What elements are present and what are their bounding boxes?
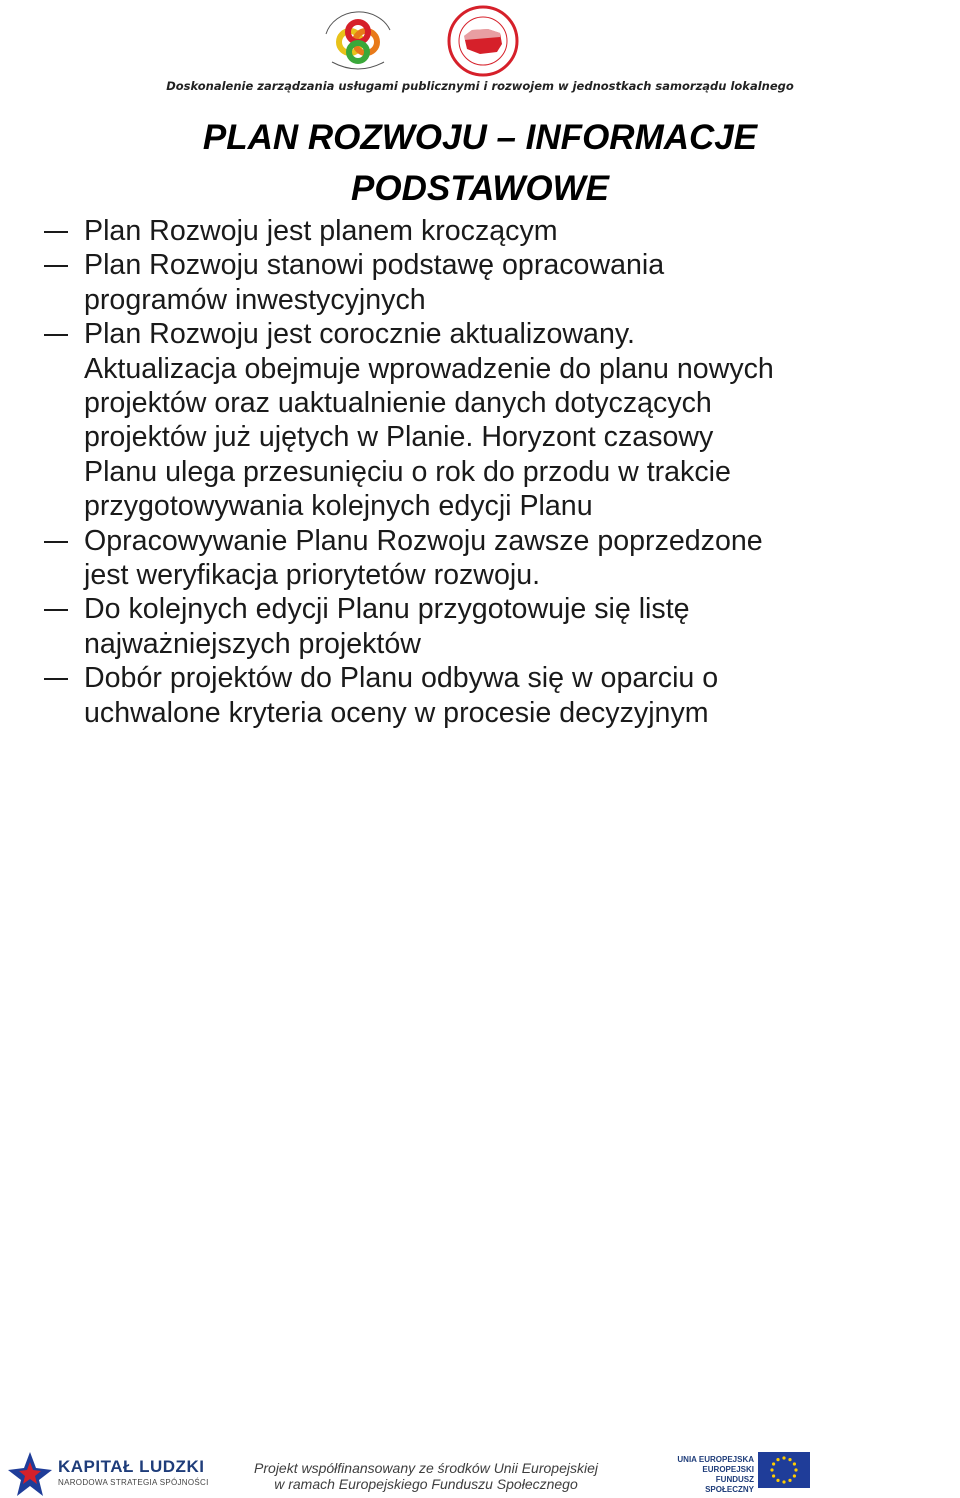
kapital-ludzki-title: KAPITAŁ LUDZKI	[58, 1457, 205, 1476]
list-item	[0, 248, 960, 317]
project-funding-line-2: w ramach Europejskiego Funduszu Społecznego	[274, 1476, 578, 1492]
list-item-text: Dobór projektów do Planu odbywa się w oparciu o uchwalone kryteria oceny w procesie decyzyjnym	[84, 662, 719, 729]
list-item-text: Plan Rozwoju jest corocznie aktualizowany. Aktualizacja obejmuje wprowadzenie do planu nowych projektów oraz uaktualnienie danych dotyczących projektów już ujętych w Planie. Horyzont czasowy Planu ulega przesunięciu o rok do przodu w trakcie przygotowywania kolejnych edycji Planu	[84, 318, 774, 523]
bullet-list	[0, 214, 960, 730]
dash-bullet-icon	[44, 265, 68, 267]
list-item-text: Plan Rozwoju jest planem kroczącym	[84, 215, 558, 247]
tagline: Doskonalenie zarządzania usługami publicznymi i rozwojem w jednostkach samorządu lokalnego	[166, 79, 794, 93]
eu-flag-icon	[758, 1452, 810, 1488]
project-funding-line-1: Projekt współfinansowany ze środków Unii Europejskiej	[254, 1460, 598, 1476]
eu-fund-text: UNIA EUROPEJSKA EUROPEJSKI FUNDUSZ SPOŁECZNY	[677, 1455, 754, 1494]
zwiazek-miast-polskich-logo	[318, 4, 406, 74]
list-item-text: Opracowywanie Planu Rozwoju zawsze poprzedzone jest weryfikacja priorytetów rozwoju.	[84, 524, 763, 592]
header	[0, 0, 960, 96]
dash-bullet-icon	[44, 609, 68, 611]
list-item	[0, 214, 960, 248]
list-item-text: Plan Rozwoju stanowi podstawę opracowania programów inwestycyjnych	[84, 249, 665, 316]
list-item-text: Do kolejnych edycji Planu przygotowuje się listę najważniejszych projektów	[84, 593, 690, 660]
dash-bullet-icon	[44, 541, 68, 543]
kapital-ludzki-logo	[6, 1448, 54, 1498]
dash-bullet-icon	[44, 334, 68, 336]
slide-title: PLAN ROZWOJU – INFORMACJE PODSTAWOWE	[202, 118, 758, 208]
dash-bullet-icon	[44, 678, 68, 680]
footer	[0, 720, 960, 1494]
samorzad-terytorialny-logo	[442, 4, 524, 78]
kapital-ludzki-subtitle: NARODOWA STRATEGIA SPÓJNOŚCI	[58, 1478, 209, 1487]
dash-bullet-icon	[44, 231, 68, 233]
list-item	[0, 592, 960, 661]
list-item	[0, 524, 960, 593]
list-item	[0, 317, 960, 523]
